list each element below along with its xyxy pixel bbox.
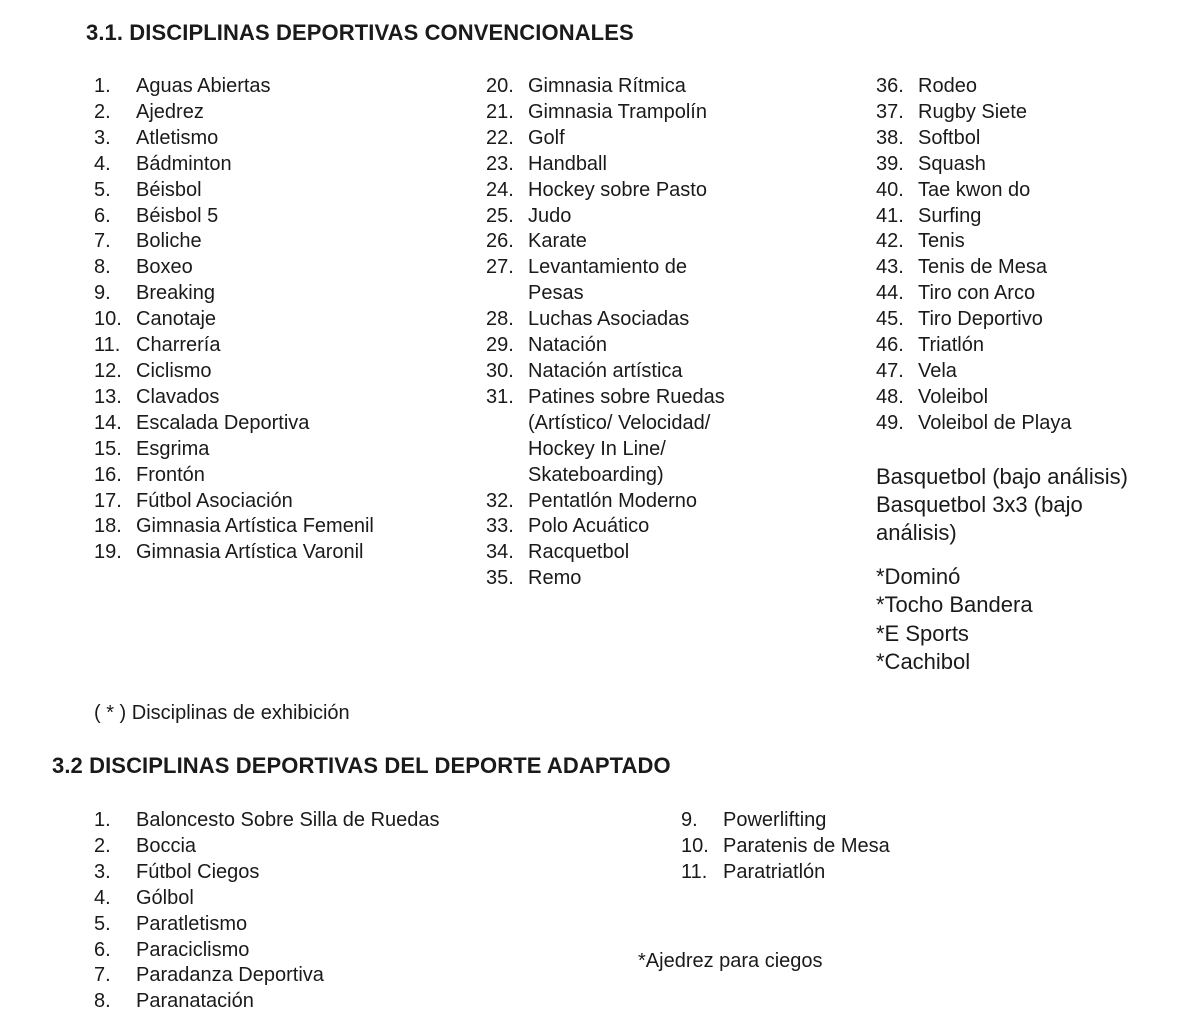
list-item-number: 4. [94, 152, 111, 175]
list-item-number: 5. [94, 178, 111, 201]
list-item-number: 8. [94, 256, 111, 279]
list-item-number: 9. [94, 282, 111, 305]
list-item-label: Voleibol de Playa [918, 411, 1072, 434]
list-item-label: Esgrima [136, 437, 210, 460]
section-1-title: 3.1. DISCIPLINAS DEPORTIVAS CONVENCIONALES [86, 20, 634, 45]
list-item-label: Tenis de Mesa [918, 256, 1047, 279]
list-item [486, 540, 742, 566]
list-item-label: Escalada Deportiva [136, 411, 310, 434]
list-item-label: Paratriatlón [723, 860, 826, 883]
list-item-number: 43. [876, 256, 904, 279]
list-item-number: 33. [486, 515, 514, 538]
list-item-number: 5. [94, 912, 111, 935]
list-item-label: Paraciclismo [136, 938, 250, 961]
list-item-number: 8. [94, 990, 111, 1013]
list-item [94, 514, 424, 540]
list-item-number: 15. [94, 437, 122, 460]
list-item [486, 178, 742, 204]
list-item-number: 18. [94, 515, 122, 538]
list-item-number: 11. [94, 334, 121, 357]
list-item [681, 860, 981, 886]
list-item-number: 26. [486, 230, 514, 253]
section-2-title: 3.2 DISCIPLINAS DEPORTIVAS DEL DEPORTE ADAPTADO [52, 753, 671, 778]
list-item-number: 31. [486, 385, 514, 408]
list-item-number: 49. [876, 411, 904, 434]
list-item [94, 152, 424, 178]
list-item [486, 74, 742, 100]
list-item-number: 46. [876, 334, 904, 357]
list-item [876, 126, 1176, 152]
list-item-label: Béisbol 5 [136, 204, 219, 227]
list-item-number: 42. [876, 230, 904, 253]
exhibition-item-1: *Dominó [876, 564, 961, 589]
list-item-label: Karate [528, 230, 587, 253]
list-item-number: 25. [486, 204, 514, 227]
list-item [486, 489, 742, 515]
list-item-label: Béisbol [136, 178, 202, 201]
list-item-number: 3. [94, 126, 111, 149]
exhibition-item-2: *Tocho Bandera [876, 592, 1033, 618]
list-item-label: Surfing [918, 204, 982, 227]
list-item-label: Hockey sobre Pasto [528, 178, 707, 201]
list-item [876, 385, 1176, 411]
list-item-label: Pentatlón Moderno [528, 489, 698, 512]
list-item [486, 385, 742, 489]
list-item-label: Gimnasia Trampolín [528, 100, 707, 123]
list-item-number: 47. [876, 359, 904, 382]
list-item-label: Natación artística [528, 359, 683, 382]
list-item [681, 834, 981, 860]
list-item-label: Tae kwon do [918, 178, 1031, 201]
list-item-label: Fútbol Ciegos [136, 860, 260, 883]
list-item-number: 6. [94, 204, 111, 227]
section-1-column-2 [486, 74, 742, 592]
list-item-label: Judo [528, 204, 572, 227]
list-item-label: Racquetbol [528, 541, 630, 564]
list-item-number: 24. [486, 178, 514, 201]
list-item [94, 989, 534, 1015]
list-item [94, 540, 424, 566]
list-item-label: Tiro Deportivo [918, 308, 1043, 331]
list-item-number: 23. [486, 152, 514, 175]
list-item-number: 22. [486, 126, 514, 149]
list-item-label: Frontón [136, 463, 205, 486]
list-item [876, 359, 1176, 385]
section-2-column-2 [681, 808, 981, 886]
list-item [94, 912, 534, 938]
list-item-number: 9. [681, 809, 698, 831]
list-item-number: 48. [876, 385, 904, 408]
list-item-label: Breaking [136, 282, 215, 305]
section-1-column-1 [94, 74, 424, 566]
list-item [94, 886, 534, 912]
list-item-label: Vela [918, 359, 957, 382]
list-item [681, 808, 981, 834]
list-item-label: Gimnasia Rítmica [528, 75, 686, 97]
list-item [876, 255, 1176, 281]
under-analysis-list [876, 463, 1166, 547]
list-item-number: 30. [486, 359, 514, 382]
exhibition-list [876, 563, 1166, 676]
list-item-label: Polo Acuático [528, 515, 650, 538]
exhibition-item-3: *E Sports [876, 620, 969, 646]
list-item-number: 41. [876, 204, 904, 227]
list-item [876, 100, 1176, 126]
list-item-number: 21. [486, 100, 514, 123]
list-item-label: Remo [528, 567, 582, 590]
list-item-label: Gimnasia Artística Femenil [136, 515, 374, 538]
list-item-number: 38. [876, 126, 904, 149]
list-item-label: Clavados [136, 385, 220, 408]
list-item-number: 27. [486, 256, 514, 279]
list-item-label: Boxeo [136, 256, 193, 279]
list-item-label: Atletismo [136, 126, 219, 149]
list-item-label: Golf [528, 126, 565, 149]
list-item-label: Triatlón [918, 334, 984, 357]
list-item-number: 10. [94, 308, 122, 331]
list-item-label: Ciclismo [136, 359, 212, 382]
list-item [486, 359, 742, 385]
list-item-number: 45. [876, 308, 904, 331]
list-item-label: Boliche [136, 230, 202, 253]
list-item [94, 860, 534, 886]
list-item [94, 437, 424, 463]
list-item-number: 10. [681, 834, 709, 857]
list-item [94, 255, 424, 281]
list-item [486, 126, 742, 152]
list-item-number: 11. [681, 860, 708, 883]
list-item [876, 333, 1176, 359]
list-item-number: 4. [94, 886, 111, 909]
list-item [94, 204, 424, 230]
list-item [486, 229, 742, 255]
list-item [876, 204, 1176, 230]
list-item-number: 28. [486, 308, 514, 331]
list-item [94, 100, 424, 126]
under-analysis-item-2: Basquetbol 3x3 (bajo análisis) [876, 492, 1083, 545]
adapted-exhibition-item: *Ajedrez para ciegos [638, 950, 823, 972]
list-item [94, 834, 534, 860]
list-item-label: Bádminton [136, 152, 232, 175]
list-item-label: Luchas Asociadas [528, 308, 690, 331]
list-item-label: Softbol [918, 126, 981, 149]
list-item-label: Paradanza Deportiva [136, 964, 324, 987]
list-item [876, 281, 1176, 307]
list-item [876, 178, 1176, 204]
list-item-number: 40. [876, 178, 904, 201]
list-item-number: 6. [94, 938, 111, 961]
list-item [94, 229, 424, 255]
list-item-label: Rugby Siete [918, 100, 1027, 123]
list-item-label: Charrería [136, 334, 221, 357]
list-item-number: 1. [94, 809, 111, 831]
list-item-number: 14. [94, 411, 122, 434]
list-item [486, 152, 742, 178]
list-item-label: Gimnasia Artística Varonil [136, 541, 364, 564]
list-item [94, 281, 424, 307]
list-item-label: Gólbol [136, 886, 194, 909]
list-item-label: Ajedrez [136, 100, 204, 123]
list-item-label: Boccia [136, 834, 197, 857]
list-item-number: 7. [94, 964, 111, 987]
list-item-label: Tiro con Arco [918, 282, 1036, 305]
list-item [94, 463, 424, 489]
list-item-number: 17. [94, 489, 122, 512]
section-2-column-1 [94, 808, 534, 1015]
list-item-number: 16. [94, 463, 122, 486]
list-item [486, 514, 742, 540]
exhibition-footnote: ( * ) Disciplinas de exhibición [94, 702, 350, 724]
section-1-column-3 [876, 74, 1176, 437]
list-item-label: Paratletismo [136, 912, 248, 935]
list-item-number: 29. [486, 334, 514, 357]
list-item [94, 411, 424, 437]
list-item-number: 44. [876, 282, 904, 305]
list-item-label: Tenis [918, 230, 965, 253]
list-item-number: 2. [94, 100, 111, 123]
list-item [94, 385, 424, 411]
list-item-number: 37. [876, 100, 904, 123]
list-item-label: Baloncesto Sobre Silla de Ruedas [136, 809, 440, 831]
list-item-number: 20. [486, 75, 514, 97]
list-item-number: 39. [876, 152, 904, 175]
under-analysis-item-1: Basquetbol (bajo análisis) [876, 464, 1128, 489]
exhibition-item-4: *Cachibol [876, 648, 971, 674]
list-item-label: Paranatación [136, 990, 254, 1013]
list-item-label: Rodeo [918, 75, 977, 97]
list-item-label: Fútbol Asociación [136, 489, 293, 512]
list-item [94, 963, 534, 989]
list-item-number: 34. [486, 541, 514, 564]
list-item [94, 126, 424, 152]
list-item-number: 13. [94, 385, 122, 408]
list-item-label: Natación [528, 334, 607, 357]
list-item-number: 12. [94, 359, 122, 382]
list-item-label: Paratenis de Mesa [723, 834, 890, 857]
list-item [486, 204, 742, 230]
list-item-label: Canotaje [136, 308, 217, 331]
list-item [486, 566, 742, 592]
list-item [94, 333, 424, 359]
list-item-number: 36. [876, 75, 904, 97]
list-item-number: 7. [94, 230, 111, 253]
list-item [94, 938, 534, 964]
list-item-label: Handball [528, 152, 607, 175]
list-item-number: 35. [486, 567, 514, 590]
list-item-number: 2. [94, 834, 111, 857]
list-item-number: 32. [486, 489, 514, 512]
list-item [94, 74, 424, 100]
list-item [876, 411, 1176, 437]
list-item [94, 808, 534, 834]
list-item [94, 178, 424, 204]
list-item-label: Patines sobre Ruedas (Artístico/ Velocidad/ Hockey In Line/ Skateboarding) [528, 385, 725, 486]
list-item-label: Aguas Abiertas [136, 75, 271, 97]
list-item-number: 3. [94, 860, 111, 883]
list-item-label: Levantamiento de Pesas [528, 256, 688, 305]
list-item [876, 152, 1176, 178]
list-item [94, 307, 424, 333]
list-item-number: 19. [94, 541, 122, 564]
list-item-label: Voleibol [918, 385, 989, 408]
list-item [486, 307, 742, 333]
list-item-label: Squash [918, 152, 986, 175]
list-item [486, 100, 742, 126]
list-item [876, 307, 1176, 333]
list-item [486, 255, 742, 307]
list-item-number: 1. [94, 75, 111, 97]
list-item [94, 359, 424, 385]
list-item [876, 74, 1176, 100]
list-item [94, 489, 424, 515]
list-item [876, 229, 1176, 255]
list-item-label: Powerlifting [723, 809, 827, 831]
list-item [486, 333, 742, 359]
